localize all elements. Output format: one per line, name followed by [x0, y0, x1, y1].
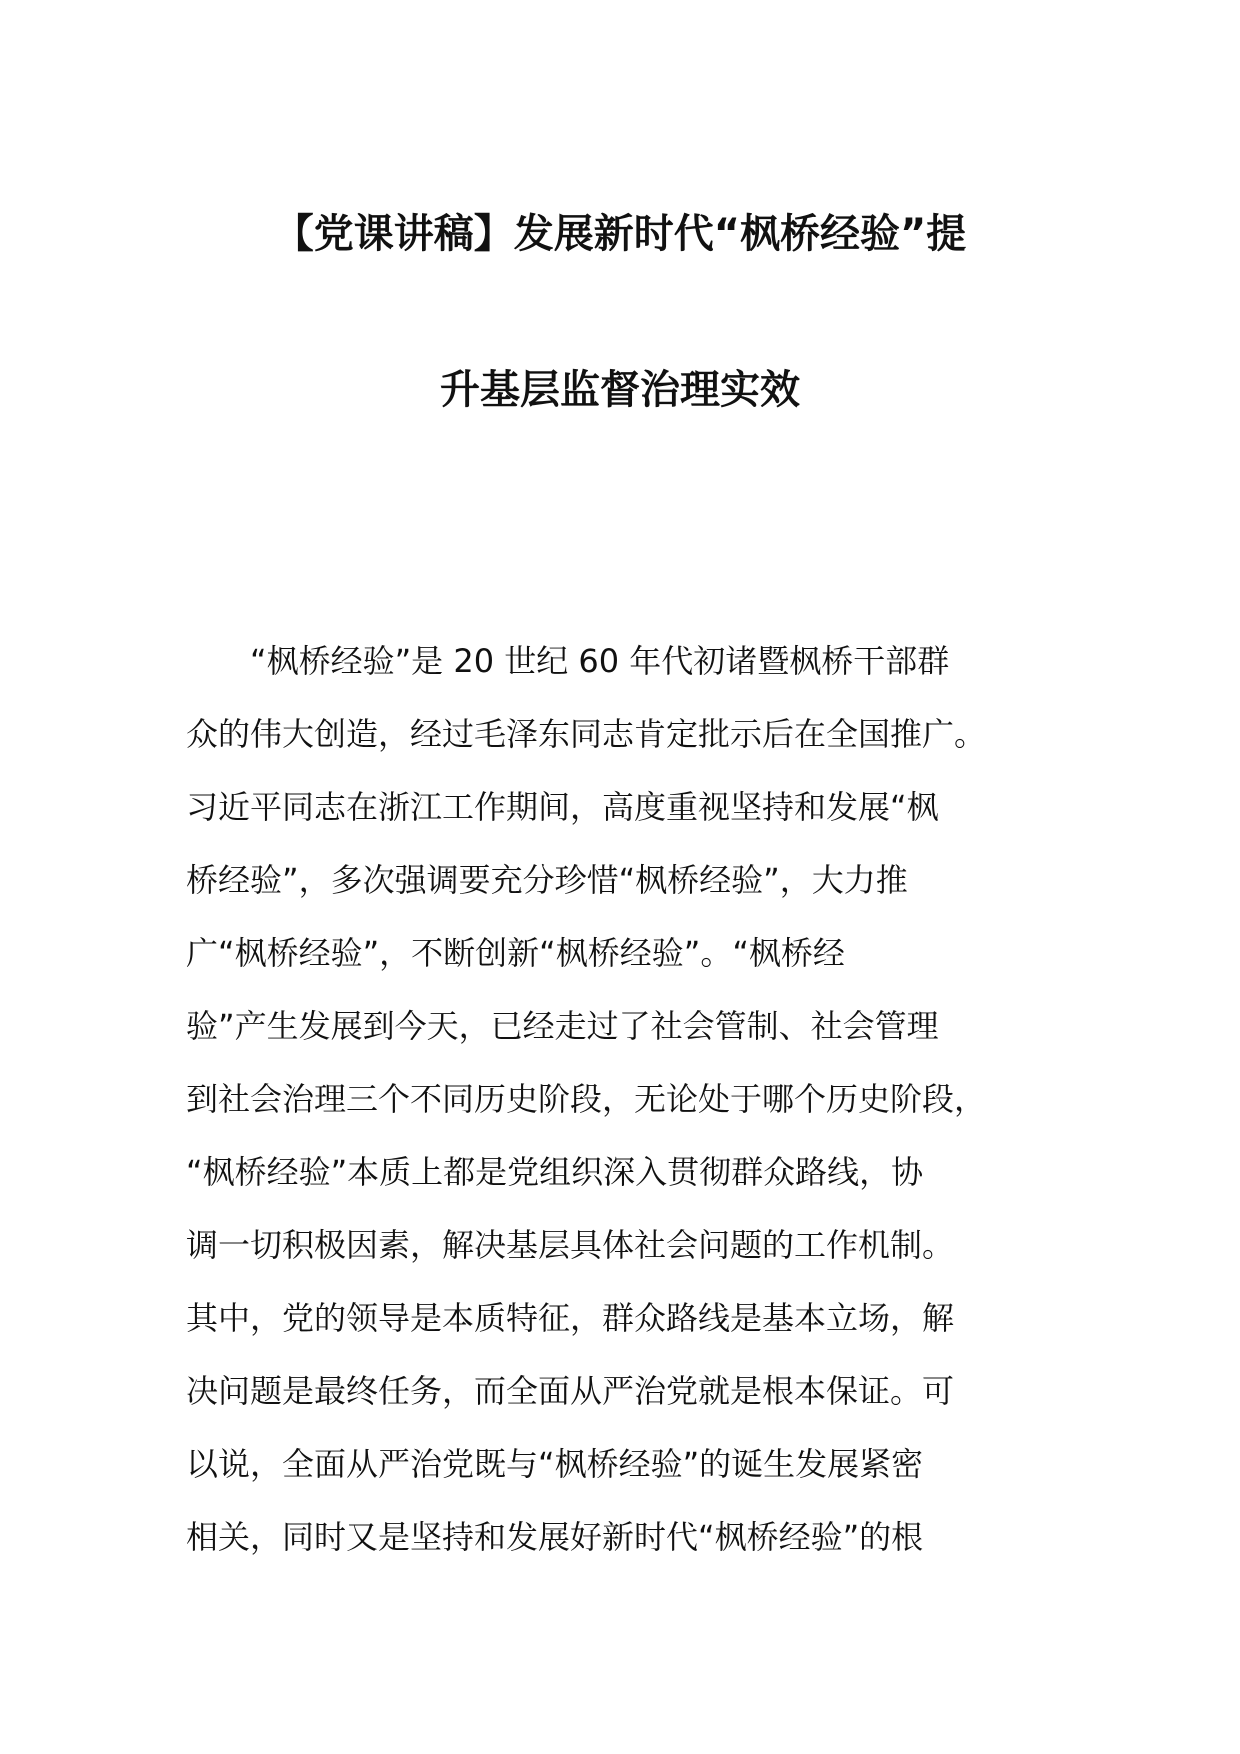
body-line-12: 以说，全面从严治党既与“枫桥经验”的诞生发展紧密: [186, 1445, 924, 1483]
body-line-3: 习近平同志在浙江工作期间，高度重视坚持和发展“枫: [186, 788, 939, 826]
body-line-8: “枫桥经验”本质上都是党组织深入贯彻群众路线，协: [186, 1153, 924, 1191]
body-line-1: “枫桥经验”是 20 世纪 60 年代初诸暨枫桥干部群: [186, 642, 950, 680]
document-title-line-2: 升基层监督治理实效: [440, 367, 800, 413]
body-line-5: 广“枫桥经验”，不断创新“枫桥经验”。“枫桥经: [186, 934, 845, 972]
body-line-7: 到社会治理三个不同历史阶段，无论处于哪个历史阶段，: [186, 1080, 987, 1118]
body-line-4: 桥经验”，多次强调要充分珍惜“枫桥经验”，大力推: [186, 861, 908, 899]
body-line-9: 调一切积极因素，解决基层具体社会问题的工作机制。: [186, 1226, 955, 1264]
document-title-line-1: 【党课讲稿】发展新时代“枫桥经验”提: [273, 211, 967, 257]
body-line-10: 其中，党的领导是本质特征，群众路线是基本立场，解: [186, 1299, 955, 1337]
body-line-11: 决问题是最终任务，而全面从严治党就是根本保证。可: [186, 1372, 955, 1410]
body-line-13: 相关，同时又是坚持和发展好新时代“枫桥经验”的根: [186, 1518, 924, 1556]
body-line-2: 众的伟大创造，经过毛泽东同志肯定批示后在全国推广。: [186, 715, 987, 753]
body-line-6: 验”产生发展到今天，已经走过了社会管制、社会管理: [186, 1007, 939, 1045]
